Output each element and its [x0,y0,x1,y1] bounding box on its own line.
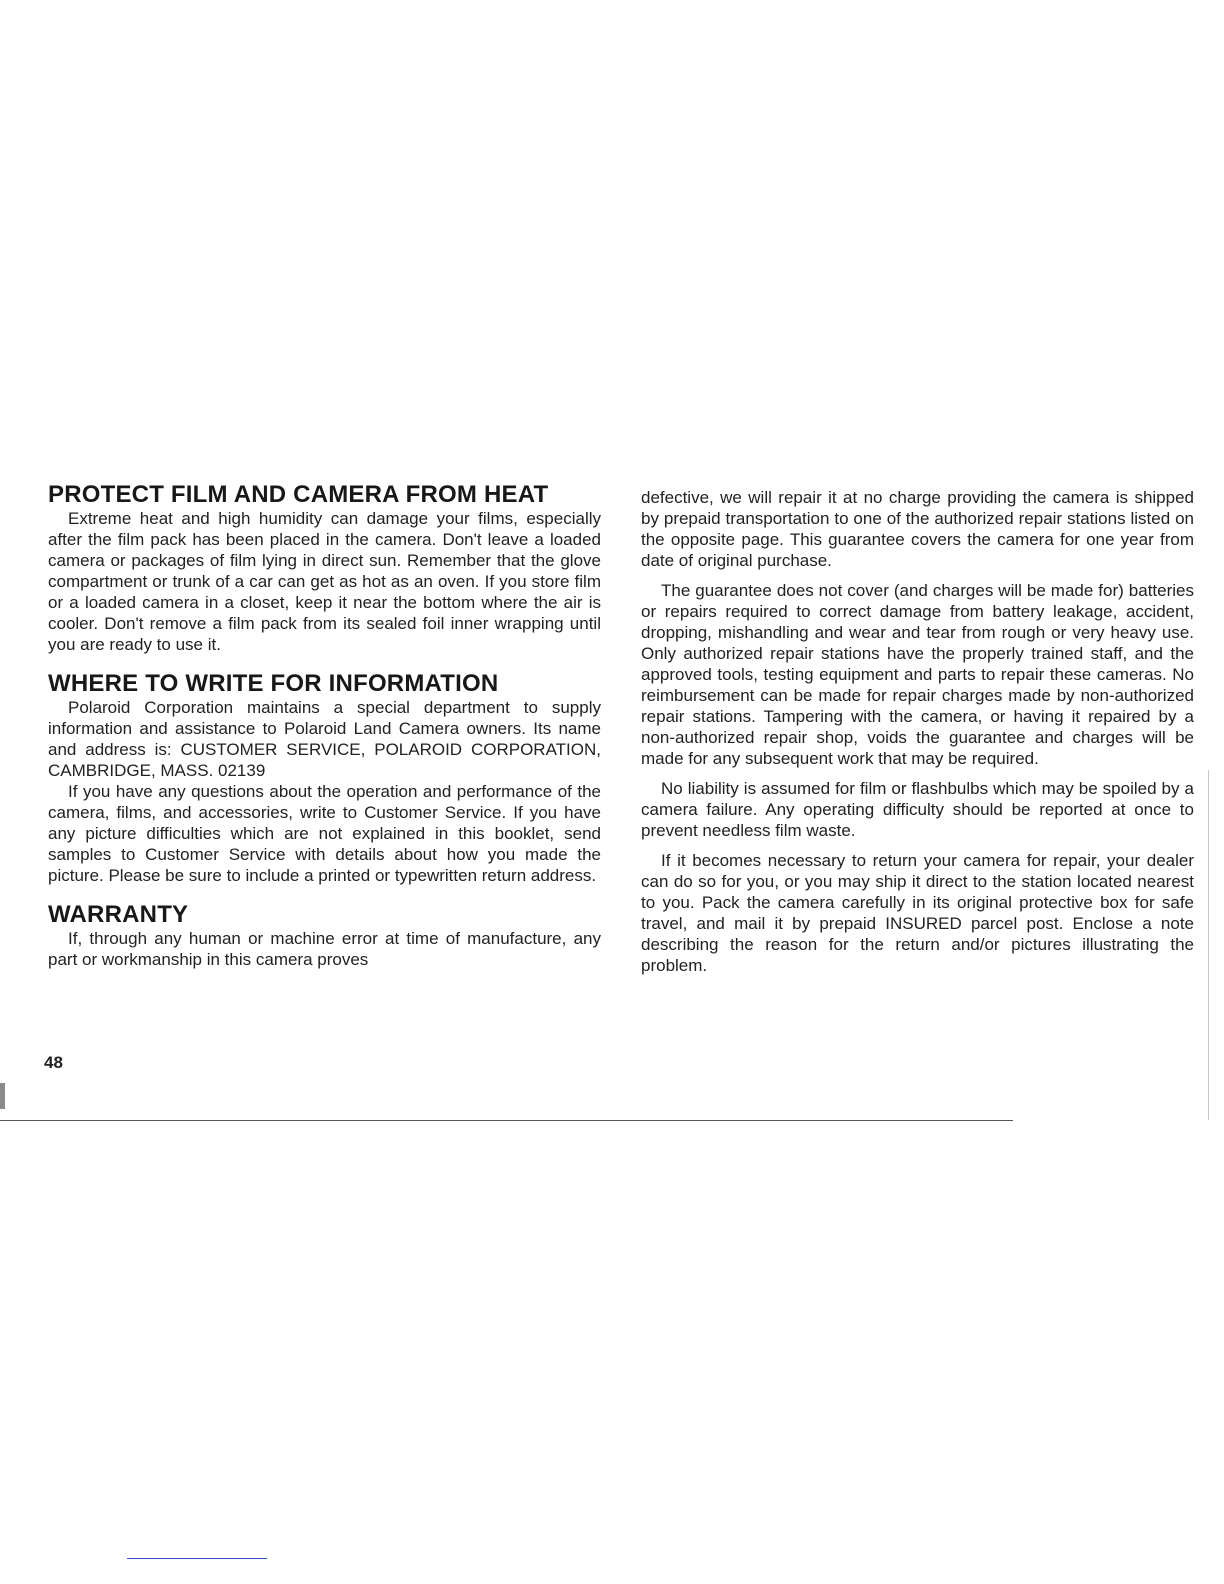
paragraph-customer-service-address: Polaroid Corporation maintains a special department to supply information and assistance to Polaroid Land Camera owners. Its name and address is: CUSTOMER SERVICE, POLAROID CORPORATION, CAMBRIDGE, MASS. 02139 [48,698,601,780]
right-column [641,487,1194,985]
heading-where-to-write: WHERE TO WRITE FOR INFORMATION [48,670,499,697]
heading-warranty: WARRANTY [48,901,189,928]
paragraph-heat: Extreme heat and high humidity can damage your films, especially after the film pack has been placed in the camera. Don't leave a loaded camera or packages of film lying in direct sun. Remember that the glove compartment or trunk of a car can get as hot as an oven. If you store film or a loaded camera in a closet, keep it near the bottom where the air is cooler. Don't remove a film pack from its sealed foil inner wrapping until you are ready to use it. [48,509,601,654]
paragraph-liability: No liability is assumed for film or flashbulbs which may be spoiled by a camera failure. Any operating difficulty should be reported at once to prevent needless film waste. [641,779,1194,840]
page-number: 48 [44,1053,63,1072]
paragraph-warranty-continued: defective, we will repair it at no charge providing the camera is shipped by prepaid transportation to one of the authorized repair stations listed on the opposite page. This guarantee covers the camera for one year from date of original purchase. [641,488,1194,570]
scan-edge-mark [0,1083,5,1109]
paragraph-return-for-repair: If it becomes necessary to return your camera for repair, your dealer can do so for you, or you may ship it direct to the station located nearest to you. Pack the camera carefully in its original protective box for safe travel, and mail it by prepaid INSURED parcel post. Enclose a note describing the reason for the return and/or pictures illustrating the problem. [641,851,1194,975]
page-bottom-rule [0,1120,1013,1121]
scan-right-edge [1208,770,1209,1120]
paragraph-customer-service-questions: If you have any questions about the operation and performance of the camera, films, and accessories, write to Customer Service. If you have any picture difficulties which are not explained in this booklet, send samples to Customer Service with details about how you made the picture. Please be sure to include a printed or typewritten return address. [48,782,601,885]
scan-blue-line [127,1558,267,1559]
left-column [48,480,601,970]
paragraph-guarantee-exclusions: The guarantee does not cover (and charges will be made for) batteries or repairs required to correct damage from battery leakage, accident, dropping, mishandling and wear and tear from rough or very heavy use. Only authorized repair stations have the properly trained staff, and the approved tools, testing equipment and parts to repair these cameras. No reimbursement can be made for repair charges made by non-authorized repair stations. Tampering with the camera, or having it repaired by a non-authorized repair shop, voids the guarantee and charges will be made for any subsequent work that may be required. [641,581,1194,768]
heading-protect-film: PROTECT FILM AND CAMERA FROM HEAT [48,481,549,508]
paragraph-warranty-start: If, through any human or machine error at time of manufacture, any part or workmanship in this camera proves [48,929,601,969]
